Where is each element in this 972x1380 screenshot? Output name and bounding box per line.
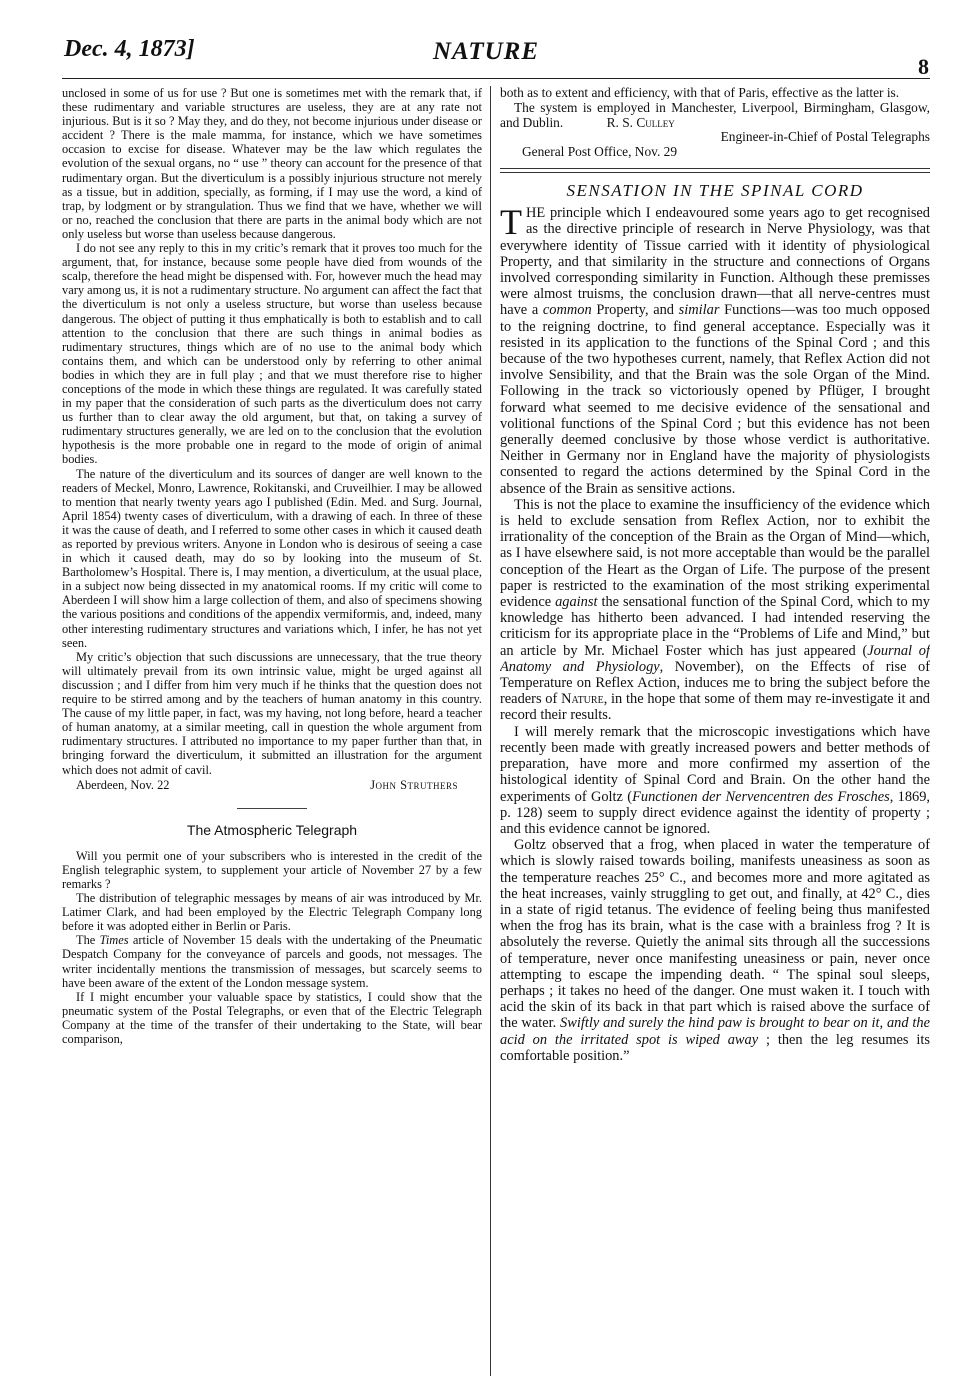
signature-title: Engineer-in-Chief of Postal Telegraphs [720, 129, 930, 145]
paragraph: The system is employed in Manchester, Liverpool, Birmingham, Glasgow, and Dublin. R. S. Culley [500, 99, 930, 130]
signature-name: R. S. Culley [606, 114, 675, 130]
page-number: 8 [918, 54, 929, 79]
drop-cap: T [500, 202, 522, 243]
column-divider [490, 86, 491, 1376]
quoted-emphasis: Swiftly and surely the hind paw is brought to bear on it, and the acid on the irritated spot is wiped away [500, 1015, 930, 1048]
journal-citation: Journal of Anatomy and Physiology [500, 642, 930, 675]
signature-place: Aberdeen, Nov. 22 [76, 777, 170, 792]
signature-office: General Post Office, Nov. 29 [522, 144, 678, 160]
paragraph: THE principle which I endeavoured some years ago to get recognised as the directive principle of research in Nerve Physiology, was that everywhere identity of Tissue carried with it identity of physiological Property, and that similarity in the structure and connections of Organs involved corresponding similarity in Function. Although these premisses were almost truisms, the conclusion drawn—that all nerve-centres must have a common Property, and similar Functions—was too much opposed to the reigning doctrine, to find general acceptance. Especially was it resisted in its application to the functions of the Spinal Cord ; and this because of the two hypotheses current, namely, that Reflex Action did not involve Sensibility, and that the Brain was the sole Organ of the Mind. Following in the track so victoriously opened by Pflüger, I brought forward what seemed to me decisive evidence of the sensational and volitional functions of the Spinal Cord ; but this evidence has not been generally deemed conclusive by those whose verdict is authoritative. Neither in Germany nor in England have the majority of physiologists consented to regard the actions determined by the Spinal Cord in the absence of the Brain as sensitive actions. [500, 202, 930, 497]
paragraph: The nature of the diverticulum and its sources of danger are well known to the readers of Meckel, Monro, Lawrence, Rokitanski, and Cruveilhier. I may be allowed to mention that nearly twenty years ago I published (Edin. Med. and Surg. Journal, April 1854) twenty cases of diverticulum, with a drawing of each. In three of these it was the cause of death, and I referred to some other cases in which it caused death as reported by previous writers. Anyone in London who is desirous of seeing a case in which it caused death, may do so by looking into the museum of St. Bartholomew’s Hospital. There is, I may mention, a diverticulum, at the usual place, in a subject now being dissected in my anatomical rooms. If my critic will come to Aberdeen I will show him a large collection of them, and also of specimens showing the various positions and conditions of the appendix vermiformis, and, indeed, many other interesting rudimentary structures and variations which, I infer, he has not yet seen. [62, 466, 482, 650]
book-citation: Functionen der Nervencentren des Frosches [632, 788, 890, 805]
journal-title: NATURE [432, 38, 540, 65]
article-title: SENSATION IN THE SPINAL CORD [566, 180, 864, 200]
paragraph: both as to extent and efficiency, with that of Paris, effective as the latter is. [500, 86, 900, 100]
left-column [62, 86, 482, 1368]
paragraph: This is not the place to examine the insufficiency of the evidence which is held to exclude sensation from Reflex Action, nor to exhibit the irrationality of the conception of the Brain as the Organ of Mind—which, as I have elsewhere said, is not more acceptable than would be the parallel conception of the Heart as the Organ of Life. The purpose of the present paper is restricted to the examination of the most striking experimental evidence against the sensational function of the Spinal Cord, which to my knowledge has hitherto been advanced. I had intended reserving the criticism for its appropriate place in the “Problems of Life and Mind,” but an article by Mr. Michael Foster which has just appeared (Journal of Anatomy and Physiology, November), on the Effects of rise of Temperature on Reflex Action, induces me to bring the subject before the readers of Nature, in the hope that some of them may re-investigate it and record their results. [500, 496, 930, 724]
page-header [0, 0, 972, 80]
newspaper-name: Times [99, 933, 129, 948]
signature-line [62, 778, 482, 792]
paragraph: The distribution of telegraphic messages by means of air was introduced by Mr. Latimer Clark, and had been employed by the Electric Telegraph Company long before it was adopted either in Berlin or Paris. [62, 891, 482, 934]
paragraph: Will you permit one of your subscribers who is interested in the credit of the English telegraphic system, to supplement your article of November 27 by a few remarks ? [62, 848, 482, 891]
paragraph: I do not see any reply to this in my critic’s remark that it proves too much for the argument, that, for instance, because some people have died from wounds of the scalp, therefore the head might be dispensed with. For, however much the head may vary among us, it is not a rudimentary structure. No argument can affect the fact that the diverticulum is not only a useless structure, but worse than useless because dangerous. The object of putting it thus emphatically is both to establish and to call attention to the conclusion that there are such things in animal bodies as rudimentary structures, things which are of no use to the animal body which contains them, and which can be understood only by referring to other animal bodies in which they are in full play ; and that we must therefore rise to higher conceptions of the mode in which these things are regulated. It was carefully stated in my paper that the consideration of such parts as the diverticulum does not carry us further than to clear away the old argument, but that, on taking a survey of rudimentary structures generally, we are led on to the conclusion that the evolution hypothesis is the more probable one in regard to the mode of origin of animal bodies. [62, 241, 482, 467]
paragraph: I will merely remark that the microscopic investigations which have recently been made with greatly increased powers and better methods of preparation, have more and more confirmed my assertion of the histological identity of Spinal Cord and Brain. On the other hand the experiments of Goltz (Functionen der Nervencentren des Frosches, 1869, p. 128) seem to supply direct evidence against the identity of property ; and this evidence cannot be ignored. [500, 723, 930, 837]
paragraph: The Times article of November 15 deals with the undertaking of the Pneumatic Despatch Company for the conveyance of parcels and goods, not messages. The writer incidentally mentions the transmission of messages, but scarcely seems to have been aware of the extent of the London message system. [62, 933, 482, 990]
paragraph: My critic’s objection that such discussions are unnecessary, that the true theory will ultimately prevail from its own intrinsic value, might be urged against all discussion ; and I differ from him very much if he thinks that the question does not require to be stirred among and by the teachers of human anatomy in this country. The cause of my little paper, in fact, was my having, not long before, heard a teacher of human anatomy, at a similar meeting, call in question the whole argument from rudimentary structures. I attributed no importance to my paper further than that, in bringing forward the diverticulum, it submitted an illustration for the argument which does not admit of cavil. [62, 649, 482, 777]
letter-title: The Atmospheric Telegraph [186, 821, 358, 838]
right-column [500, 86, 930, 1368]
paragraph: If I might encumber your valuable space by statistics, I could show that the pneumatic system of the Postal Telegraphs, or even that of the Electric Telegraph Company at the time of the transfer of their undertaking to the State, will bear comparison, [62, 989, 482, 1046]
section-divider [237, 808, 307, 809]
signature-name: John Struthers [370, 777, 458, 792]
issue-date: Dec. 4, 1873] [64, 36, 195, 62]
paragraph: unclosed in some of us for use ? But one is sometimes met with the remark that, if these rudimentary and variable structures are useless, they are at any rate not injurious. But is it so ? May they, and do they, not become injurious under disease or accident ? There is the male mamma, for instance, which we have sometimes occasion to excise for disease. Whatever may be the law which regulates the evolution of the sexual organs, no “ use ” theory can account for the presence of that rudimentary organ. But the diverticulum is a possibly injurious structure not merely as a tissue, but in addition, specially, as forming, if I may use the word, a kind of trap, by lodgment or by strangulation. Thus we find that we have, whether we will or no, reached the conclusion that there are parts in the animal body which are not only useless but worse than useless because dangerous. [62, 86, 482, 241]
header-rule [62, 78, 930, 79]
paragraph: Goltz observed that a frog, when placed in water the temperature of which is slowly raised towards boiling, manifests uneasiness as soon as the temperature reaches 25° C., and becomes more and more agitated as the heat increases, vainly struggling to get out, and finally, at 42° C., dies in a state of rigid tetanus. The evidence of feeling being thus manifested when the frog has its brain, what is the case with a brainless frog ? It is absolutely the reverse. Quietly the animal sits through all the successions of temperature, never once manifesting uneasiness or pain, never once attempting to escape the impending death. “ The spinal soul sleeps, perhaps ; it takes no heed of the danger. One must waken it. I touch with acid the skin of its back in that part which is raised above the surface of the water. Swiftly and surely the hind paw is brought to bear on it, and the acid on the irritated spot is wiped away ; then the leg resumes its comfortable position.” [500, 837, 930, 1064]
section-rule [500, 168, 930, 173]
